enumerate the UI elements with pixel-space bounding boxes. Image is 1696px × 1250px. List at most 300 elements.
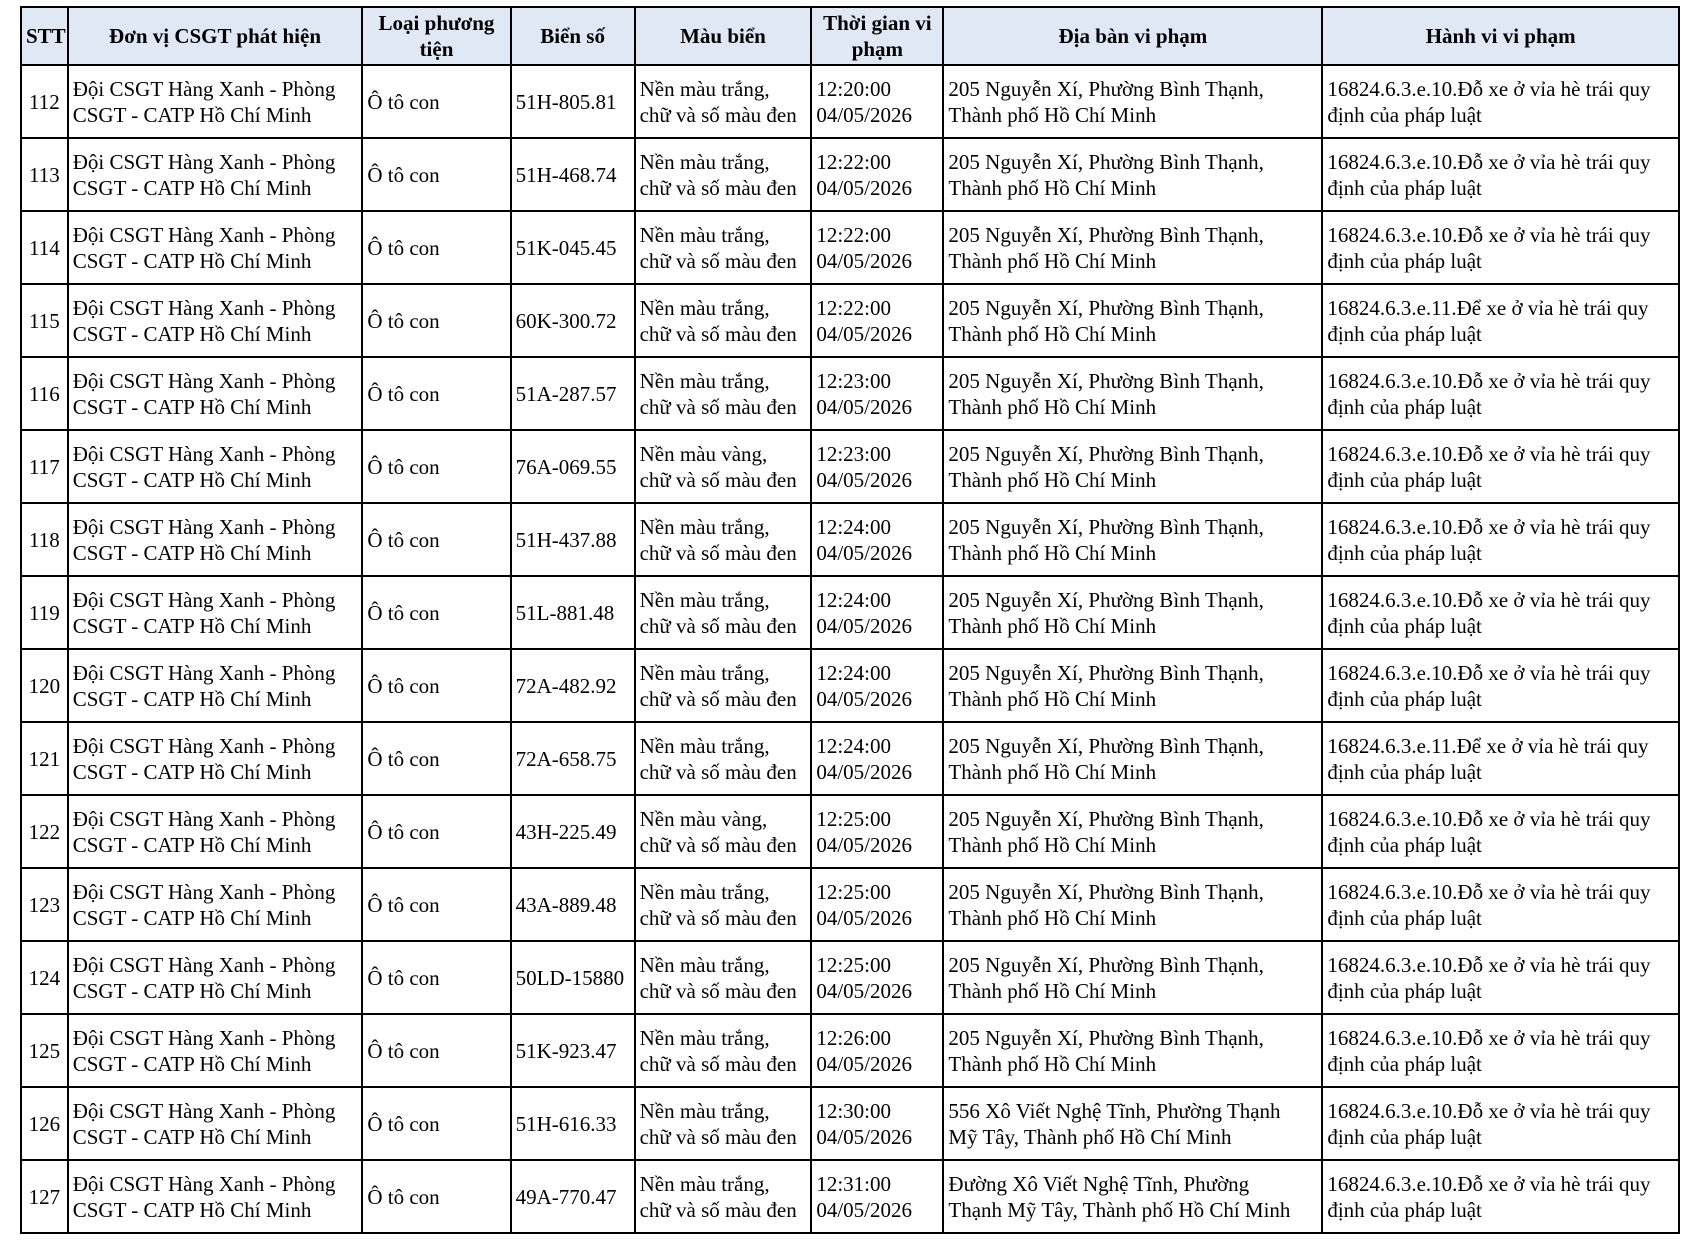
cell-plate: 50LD-15880: [511, 941, 635, 1014]
cell-vehicle-type: Ô tô con: [362, 722, 510, 795]
cell-location: [943, 1014, 1322, 1087]
cell-plate-color-line: Nền màu vàng,: [639, 441, 768, 466]
cell-plate-color-line: Nền màu trắng,: [639, 149, 770, 174]
cell-location-line: Thành phố Hồ Chí Minh: [948, 175, 1157, 200]
cell-unit-line: Đội CSGT Hàng Xanh - Phòng: [72, 76, 336, 101]
cell-location-line: Thành phố Hồ Chí Minh: [948, 394, 1157, 419]
cell-plate-color: [635, 138, 812, 211]
cell-violation-time: [811, 284, 943, 357]
cell-plate-color-line: Nền màu trắng,: [639, 295, 770, 320]
header-violation-time: Thời gian vi phạm: [811, 7, 943, 65]
cell-plate: 51L-881.48: [511, 576, 635, 649]
table-row: [21, 649, 1679, 722]
cell-violation-time: [811, 138, 943, 211]
cell-plate-color: [635, 941, 812, 1014]
cell-violation-line: định của pháp luật: [1327, 467, 1482, 492]
cell-location: [943, 503, 1322, 576]
cell-stt: 117: [21, 430, 68, 503]
cell-unit: [68, 65, 363, 138]
cell-violation: [1322, 65, 1679, 138]
cell-plate-color: [635, 868, 812, 941]
cell-unit-line: Đội CSGT Hàng Xanh - Phòng: [72, 1025, 336, 1050]
cell-violation-time-line: 12:24:00: [816, 587, 892, 612]
cell-stt: 122: [21, 795, 68, 868]
cell-unit: [68, 722, 363, 795]
cell-location-line: 205 Nguyễn Xí, Phường Bình Thạnh,: [948, 587, 1264, 612]
cell-violation-time: [811, 1087, 943, 1160]
cell-unit: [68, 1087, 363, 1160]
cell-plate-color-line: chữ và số màu đen: [639, 394, 797, 419]
cell-unit-line: CSGT - CATP Hồ Chí Minh: [72, 467, 312, 492]
cell-plate-color-line: Nền màu trắng,: [639, 879, 770, 904]
cell-violation-line: 16824.6.3.e.10.Đỗ xe ở vỉa hè trái quy: [1327, 441, 1651, 466]
cell-violation-time-line: 04/05/2026: [816, 321, 913, 346]
cell-location-line: Mỹ Tây, Thành phố Hồ Chí Minh: [948, 1124, 1232, 1149]
cell-violation-time: [811, 722, 943, 795]
cell-vehicle-type: Ô tô con: [362, 941, 510, 1014]
cell-violation-time: [811, 1014, 943, 1087]
cell-location-line: Thành phố Hồ Chí Minh: [948, 467, 1157, 492]
cell-unit-line: Đội CSGT Hàng Xanh - Phòng: [72, 149, 336, 174]
cell-location: [943, 430, 1322, 503]
header-plate-color: Màu biển: [635, 7, 812, 65]
cell-violation-time-line: 12:26:00: [816, 1025, 892, 1050]
cell-violation-time-line: 04/05/2026: [816, 175, 913, 200]
cell-location-line: Thành phố Hồ Chí Minh: [948, 686, 1157, 711]
cell-vehicle-type: Ô tô con: [362, 138, 510, 211]
cell-plate: 72A-482.92: [511, 649, 635, 722]
cell-violation: [1322, 284, 1679, 357]
cell-unit: [68, 284, 363, 357]
cell-unit-line: CSGT - CATP Hồ Chí Minh: [72, 905, 312, 930]
cell-unit: [68, 503, 363, 576]
cell-violation-line: định của pháp luật: [1327, 759, 1482, 784]
cell-violation: [1322, 503, 1679, 576]
cell-plate-color: [635, 649, 812, 722]
cell-violation-time-line: 04/05/2026: [816, 832, 913, 857]
cell-plate-color-line: chữ và số màu đen: [639, 175, 797, 200]
cell-vehicle-type: Ô tô con: [362, 357, 510, 430]
cell-location: [943, 138, 1322, 211]
cell-plate: 51K-045.45: [511, 211, 635, 284]
cell-plate-color-line: chữ và số màu đen: [639, 1051, 797, 1076]
cell-violation-time-line: 04/05/2026: [816, 686, 913, 711]
cell-plate-color-line: Nền màu trắng,: [639, 952, 770, 977]
cell-plate-color-line: Nền màu trắng,: [639, 76, 770, 101]
cell-stt: 124: [21, 941, 68, 1014]
cell-stt: 123: [21, 868, 68, 941]
cell-violation-time: [811, 357, 943, 430]
cell-violation-time: [811, 211, 943, 284]
cell-unit-line: Đội CSGT Hàng Xanh - Phòng: [72, 1171, 336, 1196]
cell-vehicle-type: Ô tô con: [362, 1160, 510, 1233]
cell-violation-time-line: 12:22:00: [816, 295, 892, 320]
cell-location-line: 556 Xô Viết Nghệ Tĩnh, Phường Thạnh: [948, 1098, 1281, 1123]
cell-violation-time: [811, 649, 943, 722]
cell-unit: [68, 868, 363, 941]
cell-violation-time-line: 04/05/2026: [816, 1197, 913, 1222]
cell-unit-line: Đội CSGT Hàng Xanh - Phòng: [72, 1098, 336, 1123]
cell-location-line: 205 Nguyễn Xí, Phường Bình Thạnh,: [948, 368, 1264, 393]
cell-violation-time-line: 12:24:00: [816, 660, 892, 685]
cell-violation-line: định của pháp luật: [1327, 540, 1482, 565]
cell-location-line: Thành phố Hồ Chí Minh: [948, 540, 1157, 565]
cell-plate-color: [635, 1160, 812, 1233]
cell-location-line: 205 Nguyễn Xí, Phường Bình Thạnh,: [948, 76, 1264, 101]
cell-unit-line: CSGT - CATP Hồ Chí Minh: [72, 613, 312, 638]
cell-location-line: 205 Nguyễn Xí, Phường Bình Thạnh,: [948, 222, 1264, 247]
cell-violation-time: [811, 1160, 943, 1233]
cell-violation: [1322, 722, 1679, 795]
header-vehicle-type: Loại phương tiện: [362, 7, 510, 65]
cell-violation: [1322, 430, 1679, 503]
cell-unit-line: CSGT - CATP Hồ Chí Minh: [72, 321, 312, 346]
cell-violation-line: định của pháp luật: [1327, 1051, 1482, 1076]
cell-violation: [1322, 357, 1679, 430]
cell-plate: 51H-437.88: [511, 503, 635, 576]
cell-violation-line: 16824.6.3.e.10.Đỗ xe ở vỉa hè trái quy: [1327, 587, 1651, 612]
cell-violation-line: định của pháp luật: [1327, 905, 1482, 930]
cell-plate: 49A-770.47: [511, 1160, 635, 1233]
cell-unit-line: Đội CSGT Hàng Xanh - Phòng: [72, 952, 336, 977]
cell-violation-time-line: 12:25:00: [816, 952, 892, 977]
cell-plate-color: [635, 1014, 812, 1087]
cell-violation-line: định của pháp luật: [1327, 978, 1482, 1003]
cell-unit-line: CSGT - CATP Hồ Chí Minh: [72, 248, 312, 273]
cell-vehicle-type: Ô tô con: [362, 503, 510, 576]
cell-plate-color: [635, 722, 812, 795]
cell-unit: [68, 430, 363, 503]
cell-vehicle-type: Ô tô con: [362, 795, 510, 868]
cell-stt: 116: [21, 357, 68, 430]
cell-violation-time: [811, 795, 943, 868]
cell-location-line: Thành phố Hồ Chí Minh: [948, 321, 1157, 346]
cell-violation-line: 16824.6.3.e.10.Đỗ xe ở vỉa hè trái quy: [1327, 222, 1651, 247]
header-plate: Biển số: [511, 7, 635, 65]
cell-unit-line: Đội CSGT Hàng Xanh - Phòng: [72, 295, 336, 320]
table-row: [21, 357, 1679, 430]
cell-vehicle-type: Ô tô con: [362, 1014, 510, 1087]
cell-plate-color-line: Nền màu trắng,: [639, 1098, 770, 1123]
cell-plate-color-line: Nền màu trắng,: [639, 587, 770, 612]
cell-plate-color: [635, 357, 812, 430]
cell-location-line: 205 Nguyễn Xí, Phường Bình Thạnh,: [948, 806, 1264, 831]
cell-location: [943, 576, 1322, 649]
cell-violation-time: [811, 65, 943, 138]
cell-violation-line: định của pháp luật: [1327, 686, 1482, 711]
cell-plate-color-line: chữ và số màu đen: [639, 467, 797, 492]
cell-location: [943, 357, 1322, 430]
cell-plate: 60K-300.72: [511, 284, 635, 357]
cell-violation-time-line: 12:22:00: [816, 222, 892, 247]
cell-plate-color-line: Nền màu trắng,: [639, 514, 770, 539]
cell-plate-color-line: chữ và số màu đen: [639, 1124, 797, 1149]
cell-stt: 125: [21, 1014, 68, 1087]
violations-table: [20, 6, 1680, 1234]
cell-location-line: 205 Nguyễn Xí, Phường Bình Thạnh,: [948, 879, 1264, 904]
cell-plate-color: [635, 576, 812, 649]
cell-unit-line: CSGT - CATP Hồ Chí Minh: [72, 1051, 312, 1076]
cell-unit-line: CSGT - CATP Hồ Chí Minh: [72, 1124, 312, 1149]
cell-plate-color-line: chữ và số màu đen: [639, 978, 797, 1003]
cell-unit-line: Đội CSGT Hàng Xanh - Phòng: [72, 514, 336, 539]
cell-location-line: 205 Nguyễn Xí, Phường Bình Thạnh,: [948, 441, 1264, 466]
cell-location-line: Thành phố Hồ Chí Minh: [948, 759, 1157, 784]
table-row: [21, 868, 1679, 941]
table-row: [21, 576, 1679, 649]
cell-violation-line: 16824.6.3.e.11.Để xe ở vỉa hè trái quy: [1327, 733, 1649, 758]
cell-vehicle-type: Ô tô con: [362, 430, 510, 503]
cell-unit: [68, 1014, 363, 1087]
cell-stt: 120: [21, 649, 68, 722]
cell-violation: [1322, 868, 1679, 941]
cell-plate: 43H-225.49: [511, 795, 635, 868]
cell-unit-line: CSGT - CATP Hồ Chí Minh: [72, 978, 312, 1003]
cell-unit-line: CSGT - CATP Hồ Chí Minh: [72, 102, 312, 127]
cell-unit: [68, 649, 363, 722]
table-row: [21, 1087, 1679, 1160]
cell-violation: [1322, 941, 1679, 1014]
cell-plate-color-line: Nền màu trắng,: [639, 660, 770, 685]
header-location: Địa bàn vi phạm: [943, 7, 1322, 65]
table-row: [21, 941, 1679, 1014]
cell-unit-line: CSGT - CATP Hồ Chí Minh: [72, 759, 312, 784]
cell-location: [943, 722, 1322, 795]
cell-plate-color-line: chữ và số màu đen: [639, 759, 797, 784]
cell-violation-line: 16824.6.3.e.10.Đỗ xe ở vỉa hè trái quy: [1327, 879, 1651, 904]
cell-violation-line: 16824.6.3.e.11.Để xe ở vỉa hè trái quy: [1327, 295, 1649, 320]
cell-plate-color-line: chữ và số màu đen: [639, 905, 797, 930]
cell-unit-line: Đội CSGT Hàng Xanh - Phòng: [72, 660, 336, 685]
table-row: [21, 1160, 1679, 1233]
cell-violation-time-line: 12:22:00: [816, 149, 892, 174]
cell-plate-color: [635, 65, 812, 138]
cell-stt: 121: [21, 722, 68, 795]
cell-stt: 127: [21, 1160, 68, 1233]
cell-plate-color-line: Nền màu trắng,: [639, 733, 770, 758]
cell-violation: [1322, 649, 1679, 722]
cell-plate-color-line: chữ và số màu đen: [639, 102, 797, 127]
cell-violation-time-line: 12:30:00: [816, 1098, 892, 1123]
header-row: [21, 7, 1679, 65]
cell-unit-line: Đội CSGT Hàng Xanh - Phòng: [72, 222, 336, 247]
cell-stt: 114: [21, 211, 68, 284]
cell-violation-time: [811, 503, 943, 576]
cell-location-line: Thành phố Hồ Chí Minh: [948, 1051, 1157, 1076]
cell-violation-time-line: 04/05/2026: [816, 905, 913, 930]
cell-violation-time-line: 04/05/2026: [816, 540, 913, 565]
cell-violation-line: 16824.6.3.e.10.Đỗ xe ở vỉa hè trái quy: [1327, 660, 1651, 685]
cell-violation-time-line: 12:25:00: [816, 806, 892, 831]
cell-violation-time: [811, 430, 943, 503]
cell-plate-color-line: Nền màu trắng,: [639, 1171, 770, 1196]
cell-unit: [68, 1160, 363, 1233]
cell-stt: 126: [21, 1087, 68, 1160]
cell-plate-color-line: chữ và số màu đen: [639, 248, 797, 273]
cell-location: [943, 868, 1322, 941]
cell-unit: [68, 357, 363, 430]
cell-unit-line: Đội CSGT Hàng Xanh - Phòng: [72, 368, 336, 393]
cell-violation-time-line: 04/05/2026: [816, 978, 913, 1003]
cell-stt: 112: [21, 65, 68, 138]
cell-vehicle-type: Ô tô con: [362, 65, 510, 138]
cell-violation-time-line: 04/05/2026: [816, 394, 913, 419]
cell-vehicle-type: Ô tô con: [362, 284, 510, 357]
cell-violation: [1322, 576, 1679, 649]
cell-stt: 115: [21, 284, 68, 357]
cell-location: [943, 65, 1322, 138]
cell-plate-color-line: Nền màu trắng,: [639, 222, 770, 247]
cell-location-line: Đường Xô Viết Nghệ Tĩnh, Phường: [948, 1171, 1250, 1196]
cell-violation-line: định của pháp luật: [1327, 1124, 1482, 1149]
table-row: [21, 138, 1679, 211]
cell-location-line: 205 Nguyễn Xí, Phường Bình Thạnh,: [948, 295, 1264, 320]
cell-violation-time: [811, 941, 943, 1014]
header-violation: Hành vi vi phạm: [1322, 7, 1679, 65]
cell-stt: 118: [21, 503, 68, 576]
cell-violation-line: định của pháp luật: [1327, 832, 1482, 857]
cell-violation-time-line: 04/05/2026: [816, 613, 913, 638]
cell-stt: 119: [21, 576, 68, 649]
cell-plate-color-line: chữ và số màu đen: [639, 540, 797, 565]
cell-violation: [1322, 211, 1679, 284]
cell-unit-line: CSGT - CATP Hồ Chí Minh: [72, 394, 312, 419]
cell-violation-time-line: 04/05/2026: [816, 248, 913, 273]
cell-unit-line: Đội CSGT Hàng Xanh - Phòng: [72, 879, 336, 904]
header-unit: Đơn vị CSGT phát hiện: [68, 7, 363, 65]
table-row: [21, 65, 1679, 138]
table-body: [21, 65, 1679, 1233]
cell-plate: 76A-069.55: [511, 430, 635, 503]
cell-violation: [1322, 1160, 1679, 1233]
cell-unit-line: CSGT - CATP Hồ Chí Minh: [72, 175, 312, 200]
table-row: [21, 430, 1679, 503]
cell-violation-line: định của pháp luật: [1327, 175, 1482, 200]
cell-plate-color-line: chữ và số màu đen: [639, 832, 797, 857]
cell-unit-line: CSGT - CATP Hồ Chí Minh: [72, 1197, 312, 1222]
cell-plate-color-line: Nền màu vàng,: [639, 806, 768, 831]
cell-plate: 43A-889.48: [511, 868, 635, 941]
cell-plate-color: [635, 211, 812, 284]
cell-location-line: 205 Nguyễn Xí, Phường Bình Thạnh,: [948, 149, 1264, 174]
cell-stt: 113: [21, 138, 68, 211]
cell-violation-line: định của pháp luật: [1327, 102, 1482, 127]
cell-plate-color-line: Nền màu trắng,: [639, 368, 770, 393]
cell-unit: [68, 211, 363, 284]
cell-location: [943, 211, 1322, 284]
cell-violation-line: định của pháp luật: [1327, 248, 1482, 273]
cell-location-line: Thành phố Hồ Chí Minh: [948, 102, 1157, 127]
table-row: [21, 1014, 1679, 1087]
cell-plate-color: [635, 284, 812, 357]
cell-violation-time: [811, 576, 943, 649]
cell-location-line: Thành phố Hồ Chí Minh: [948, 248, 1157, 273]
cell-violation-line: 16824.6.3.e.10.Đỗ xe ở vỉa hè trái quy: [1327, 952, 1651, 977]
cell-location: [943, 1087, 1322, 1160]
cell-violation-line: 16824.6.3.e.10.Đỗ xe ở vỉa hè trái quy: [1327, 1171, 1651, 1196]
cell-plate-color-line: chữ và số màu đen: [639, 1197, 797, 1222]
cell-violation-time-line: 12:20:00: [816, 76, 892, 101]
cell-location-line: 205 Nguyễn Xí, Phường Bình Thạnh,: [948, 952, 1264, 977]
cell-plate-color: [635, 503, 812, 576]
cell-location: [943, 649, 1322, 722]
cell-location-line: Thành phố Hồ Chí Minh: [948, 905, 1157, 930]
cell-unit-line: Đội CSGT Hàng Xanh - Phòng: [72, 806, 336, 831]
cell-plate-color: [635, 430, 812, 503]
cell-violation-time-line: 04/05/2026: [816, 759, 913, 784]
cell-violation-time-line: 04/05/2026: [816, 1051, 913, 1076]
cell-violation-time-line: 04/05/2026: [816, 467, 913, 492]
cell-plate-color: [635, 795, 812, 868]
cell-location-line: 205 Nguyễn Xí, Phường Bình Thạnh,: [948, 1025, 1264, 1050]
cell-plate-color-line: chữ và số màu đen: [639, 686, 797, 711]
cell-violation-time-line: 12:23:00: [816, 368, 892, 393]
cell-violation-line: 16824.6.3.e.10.Đỗ xe ở vỉa hè trái quy: [1327, 149, 1651, 174]
cell-violation-line: 16824.6.3.e.10.Đỗ xe ở vỉa hè trái quy: [1327, 514, 1651, 539]
table-row: [21, 211, 1679, 284]
cell-violation-time-line: 12:25:00: [816, 879, 892, 904]
cell-plate: 51H-616.33: [511, 1087, 635, 1160]
cell-violation-time-line: 12:23:00: [816, 441, 892, 466]
cell-unit-line: CSGT - CATP Hồ Chí Minh: [72, 832, 312, 857]
cell-vehicle-type: Ô tô con: [362, 1087, 510, 1160]
table-header: [21, 7, 1679, 65]
cell-location: [943, 795, 1322, 868]
cell-unit: [68, 576, 363, 649]
cell-location-line: 205 Nguyễn Xí, Phường Bình Thạnh,: [948, 733, 1264, 758]
table-row: [21, 795, 1679, 868]
cell-plate: 51A-287.57: [511, 357, 635, 430]
cell-violation-line: định của pháp luật: [1327, 394, 1482, 419]
cell-vehicle-type: Ô tô con: [362, 868, 510, 941]
cell-location: [943, 941, 1322, 1014]
cell-vehicle-type: Ô tô con: [362, 211, 510, 284]
cell-unit-line: Đội CSGT Hàng Xanh - Phòng: [72, 441, 336, 466]
cell-violation-line: định của pháp luật: [1327, 1197, 1482, 1222]
cell-violation: [1322, 138, 1679, 211]
cell-plate-color-line: chữ và số màu đen: [639, 321, 797, 346]
cell-vehicle-type: Ô tô con: [362, 649, 510, 722]
cell-unit-line: CSGT - CATP Hồ Chí Minh: [72, 686, 312, 711]
cell-plate: 51H-468.74: [511, 138, 635, 211]
cell-unit-line: Đội CSGT Hàng Xanh - Phòng: [72, 587, 336, 612]
cell-violation-time: [811, 868, 943, 941]
cell-violation-time-line: 12:24:00: [816, 514, 892, 539]
cell-violation-time-line: 04/05/2026: [816, 1124, 913, 1149]
cell-violation-time-line: 04/05/2026: [816, 102, 913, 127]
cell-violation-line: định của pháp luật: [1327, 321, 1482, 346]
cell-location: [943, 284, 1322, 357]
cell-plate-color-line: chữ và số màu đen: [639, 613, 797, 638]
cell-location-line: 205 Nguyễn Xí, Phường Bình Thạnh,: [948, 514, 1264, 539]
cell-location-line: 205 Nguyễn Xí, Phường Bình Thạnh,: [948, 660, 1264, 685]
cell-unit: [68, 138, 363, 211]
cell-violation-time-line: 12:24:00: [816, 733, 892, 758]
cell-plate: 51K-923.47: [511, 1014, 635, 1087]
header-stt: STT: [21, 7, 68, 65]
cell-violation-line: 16824.6.3.e.10.Đỗ xe ở vỉa hè trái quy: [1327, 1098, 1651, 1123]
cell-violation: [1322, 795, 1679, 868]
table-row: [21, 722, 1679, 795]
cell-violation: [1322, 1014, 1679, 1087]
cell-unit: [68, 941, 363, 1014]
cell-violation: [1322, 1087, 1679, 1160]
cell-plate: 51H-805.81: [511, 65, 635, 138]
cell-plate-color-line: Nền màu trắng,: [639, 1025, 770, 1050]
cell-location: [943, 1160, 1322, 1233]
cell-violation-line: định của pháp luật: [1327, 613, 1482, 638]
cell-vehicle-type: Ô tô con: [362, 576, 510, 649]
